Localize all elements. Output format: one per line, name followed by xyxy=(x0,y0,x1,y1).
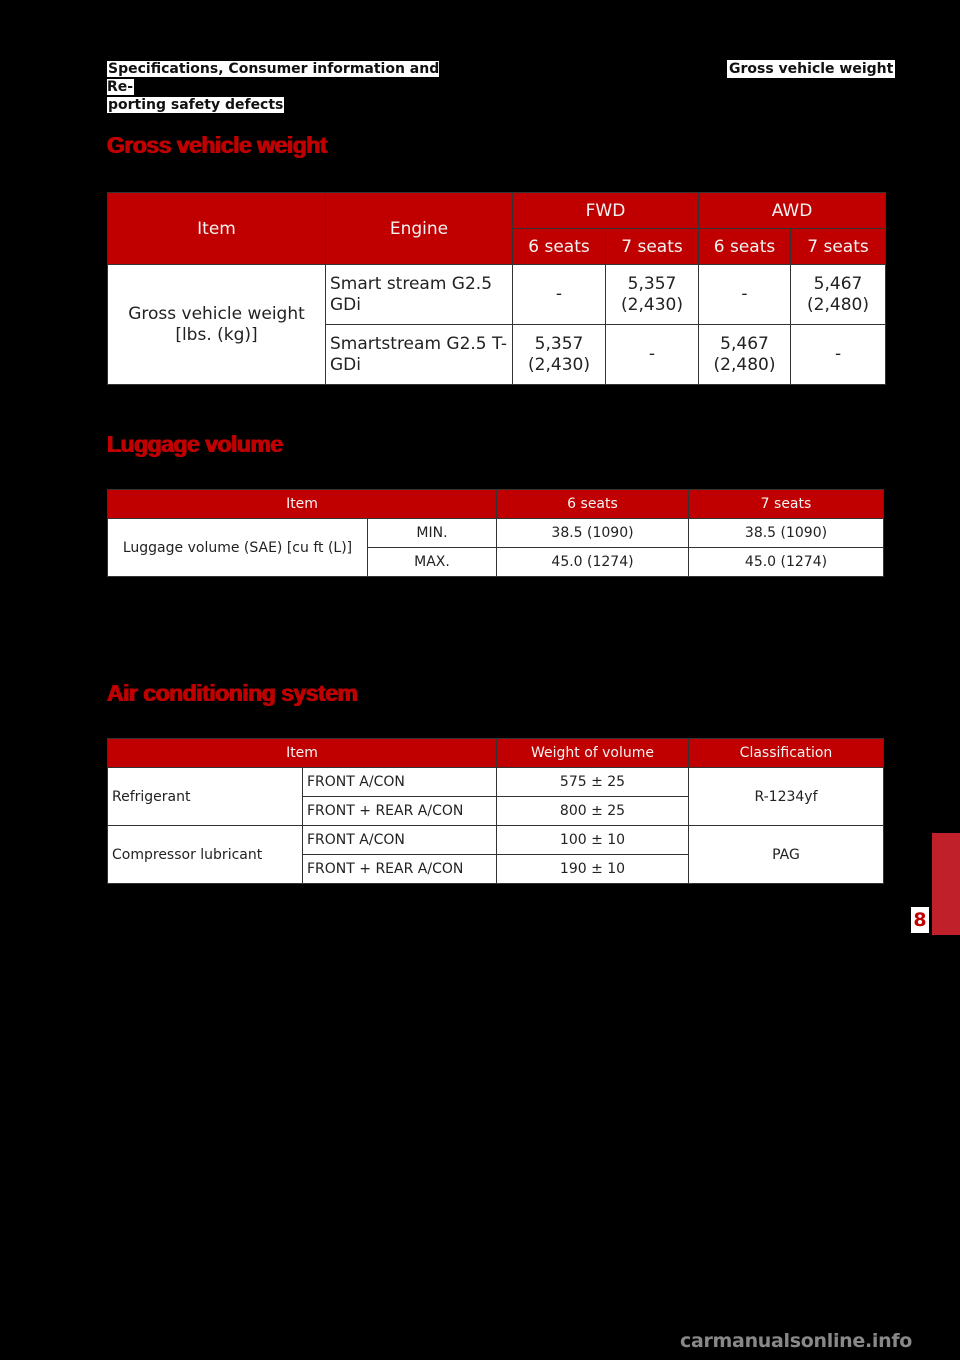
chapter-header-line2: porting safety defects xyxy=(108,97,284,113)
engine-cell: Smart stream G2.5 GDi xyxy=(326,265,513,325)
type-cell: FRONT A/CON xyxy=(303,768,497,797)
value-cell: 5,467 (2,480) xyxy=(791,265,886,325)
type-cell: FRONT + REAR A/CON xyxy=(303,855,497,884)
row-label: MAX. xyxy=(368,548,497,577)
value-cell: 38.5 (1090) xyxy=(497,519,689,548)
luggage-title: Luggage volume xyxy=(107,431,283,457)
header-fwd: FWD xyxy=(513,193,699,229)
luggage-item-label: Luggage volume (SAE) [cu ft (L)] xyxy=(108,519,368,577)
table-row xyxy=(108,265,886,325)
type-cell: FRONT + REAR A/CON xyxy=(303,797,497,826)
table-row xyxy=(108,826,884,855)
header-item: Item xyxy=(108,490,497,519)
group-label: Refrigerant xyxy=(108,768,303,826)
value-cell: - xyxy=(791,325,886,385)
value-cell: 190 ± 10 xyxy=(497,855,689,884)
header-7-seats: 7 seats xyxy=(689,490,884,519)
chapter-tab-bar xyxy=(932,833,960,935)
classification-cell: PAG xyxy=(689,826,884,884)
section-header: Gross vehicle weight xyxy=(729,61,894,77)
gvw-table xyxy=(107,192,886,385)
ac-title: Air conditioning system xyxy=(107,680,358,706)
value-cell: 5,357 (2,430) xyxy=(606,265,699,325)
table-row xyxy=(108,768,884,797)
value-cell: 575 ± 25 xyxy=(497,768,689,797)
gvw-title: Gross vehicle weight xyxy=(107,132,328,158)
header-fwd-6-seats: 6 seats xyxy=(513,229,606,265)
type-cell: FRONT A/CON xyxy=(303,826,497,855)
group-label: Compressor lubricant xyxy=(108,826,303,884)
value-cell: 5,357 (2,430) xyxy=(513,325,606,385)
header-item: Item xyxy=(108,739,497,768)
header-awd: AWD xyxy=(699,193,886,229)
header-weight: Weight of volume xyxy=(497,739,689,768)
chapter-header xyxy=(107,60,467,114)
value-cell: 800 ± 25 xyxy=(497,797,689,826)
value-cell: 45.0 (1274) xyxy=(497,548,689,577)
gvw-item-label: Gross vehicle weight [lbs. (kg)] xyxy=(108,265,326,385)
header-awd-7-seats: 7 seats xyxy=(791,229,886,265)
header-classification: Classification xyxy=(689,739,884,768)
engine-cell: Smartstream G2.5 T-GDi xyxy=(326,325,513,385)
value-cell: - xyxy=(699,265,791,325)
table-row xyxy=(108,519,884,548)
row-label: MIN. xyxy=(368,519,497,548)
value-cell: 38.5 (1090) xyxy=(689,519,884,548)
header-fwd-7-seats: 7 seats xyxy=(606,229,699,265)
luggage-table xyxy=(107,489,884,577)
chapter-tab-number: 8 xyxy=(911,907,929,933)
header-awd-6-seats: 6 seats xyxy=(699,229,791,265)
header-engine: Engine xyxy=(326,193,513,265)
header-item: Item xyxy=(108,193,326,265)
value-cell: - xyxy=(513,265,606,325)
header-6-seats: 6 seats xyxy=(497,490,689,519)
watermark: carmanualsonline.info xyxy=(680,1330,913,1352)
classification-cell: R-1234yf xyxy=(689,768,884,826)
value-cell: 45.0 (1274) xyxy=(689,548,884,577)
chapter-header-line1: Specifications, Consumer information and Re- xyxy=(107,61,440,95)
ac-table xyxy=(107,738,884,884)
value-cell: - xyxy=(606,325,699,385)
value-cell: 5,467 (2,480) xyxy=(699,325,791,385)
value-cell: 100 ± 10 xyxy=(497,826,689,855)
